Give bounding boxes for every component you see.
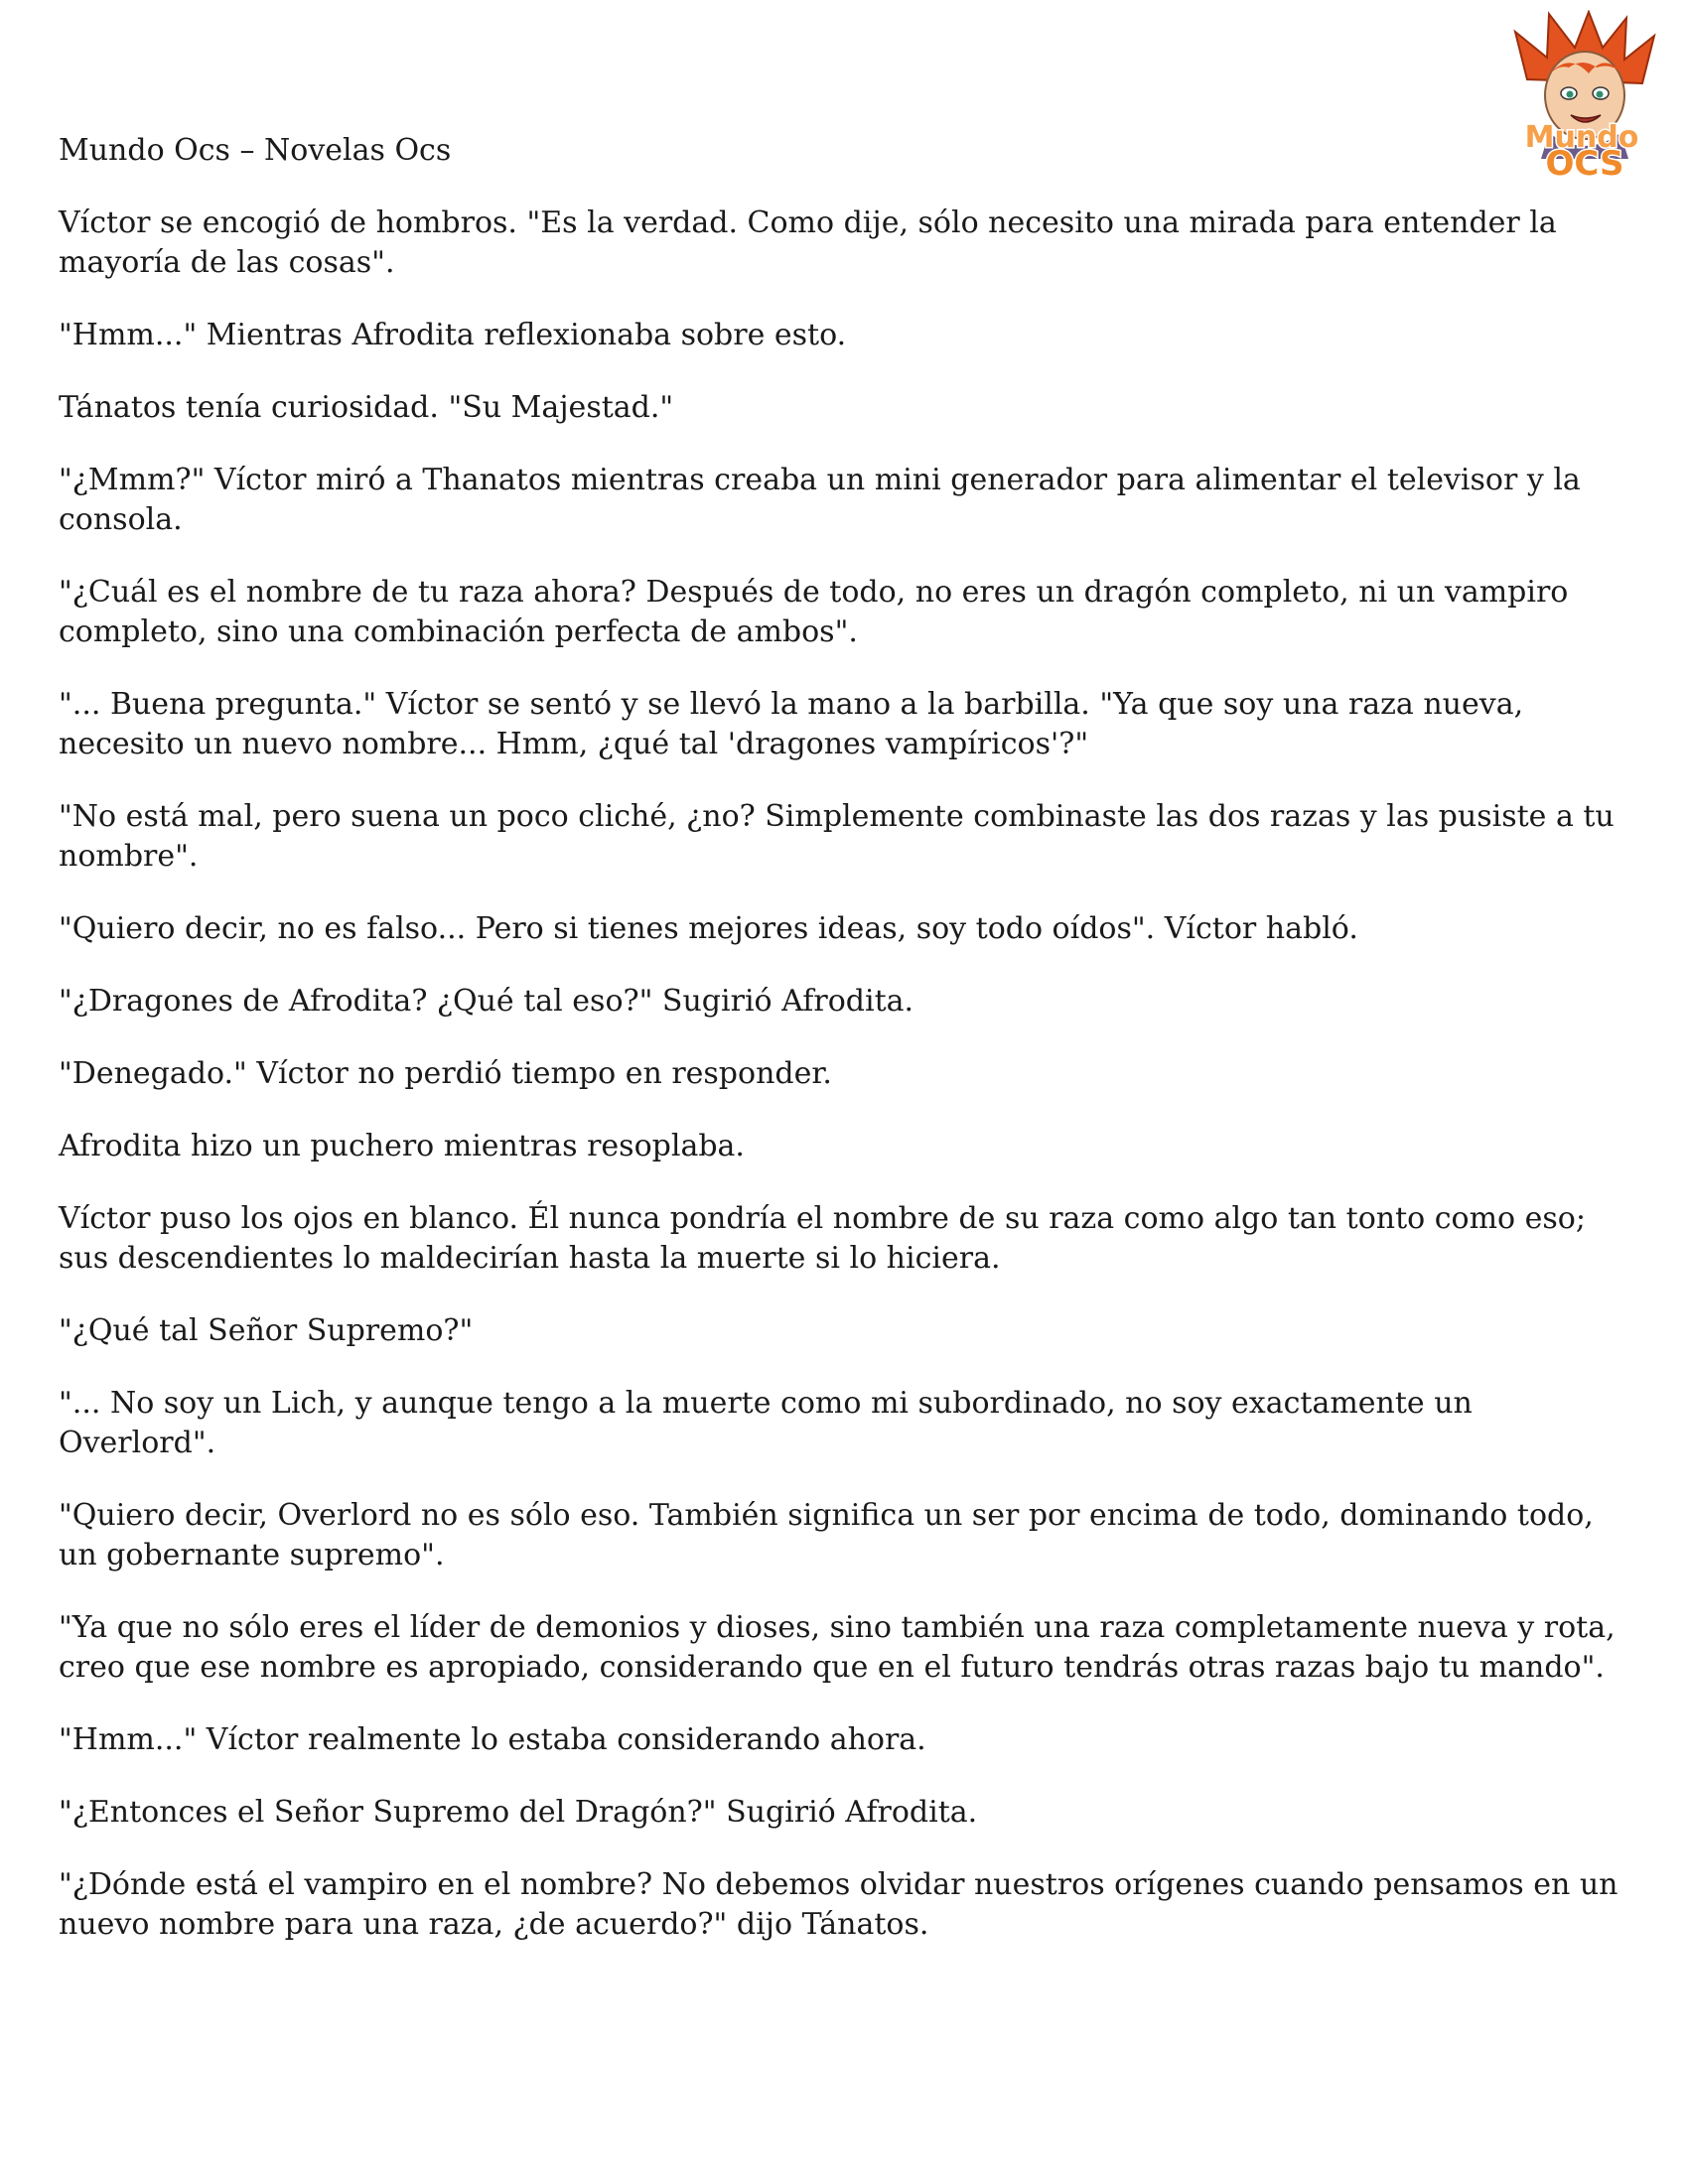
paragraph: "Quiero decir, no es falso... Pero si tienes mejores ideas, soy todo oídos". Víctor habló. (59, 911, 1358, 946)
paragraph: "¿Mmm?" Víctor miró a Thanatos mientras creaba un mini generador para alimentar el televisor y la consola. (59, 463, 1581, 537)
paragraph: Víctor se encogió de hombros. "Es la verdad. Como dije, sólo necesito una mirada para entender la mayoría de las cosas". (59, 205, 1557, 280)
logo-text-top: Mundo (1524, 120, 1639, 155)
paragraph: "Hmm..." Mientras Afrodita reflexionaba sobre esto. (59, 318, 847, 352)
paragraph: "Ya que no sólo eres el líder de demonios y dioses, sino también una raza completamente nueva y rota, creo que ese nombre es apropiado, considerando que en el futuro tendrás otras razas bajo tu mando". (59, 1610, 1616, 1685)
paragraph: "Denegado." Víctor no perdió tiempo en responder. (59, 1056, 832, 1091)
paragraph: "No está mal, pero suena un poco cliché, ¿no? Simplemente combinaste las dos razas y las pusiste a tu nombre". (59, 799, 1615, 874)
page-header-title: Mundo Ocs – Novelas Ocs (59, 133, 452, 168)
paragraph: Víctor puso los ojos en blanco. Él nunca pondría el nombre de su raza como algo tan tonto como eso; sus descendientes lo maldecirían hasta la muerte si lo hiciera. (59, 1201, 1586, 1276)
paragraph: "... No soy un Lich, y aunque tengo a la muerte como mi subordinado, no soy exactamente un Overlord". (59, 1386, 1473, 1460)
paragraph: "... Buena pregunta." Víctor se sentó y se llevó la mano a la barbilla. "Ya que soy una raza nueva, necesito un nuevo nombre... Hmm, ¿qué tal 'dragones vampíricos'?" (59, 687, 1524, 761)
paragraph: "¿Entonces el Señor Supremo del Dragón?" Sugirió Afrodita. (59, 1795, 978, 1830)
paragraph: "¿Dragones de Afrodita? ¿Qué tal eso?" Sugirió Afrodita. (59, 984, 914, 1019)
logo-text-bottom: OCS (1545, 144, 1624, 181)
paragraph: "Hmm..." Víctor realmente lo estaba considerando ahora. (59, 1722, 926, 1757)
mundo-ocs-logo (1497, 10, 1666, 181)
paragraph: Tánatos tenía curiosidad. "Su Majestad." (59, 390, 674, 425)
paragraph: "¿Cuál es el nombre de tu raza ahora? Después de todo, no eres un dragón completo, ni un vampiro completo, sino una combinación perfecta de ambos". (59, 575, 1569, 649)
paragraph: "¿Qué tal Señor Supremo?" (59, 1313, 474, 1348)
paragraph: "¿Dónde está el vampiro en el nombre? No debemos olvidar nuestros orígenes cuando pensamos en un nuevo nombre para una raza, ¿de acuerdo?" dijo Tánatos. (59, 1867, 1618, 1942)
paragraph: "Quiero decir, Overlord no es sólo eso. También significa un ser por encima de todo, dominando todo, un gobernante supremo". (59, 1498, 1594, 1572)
document-body (59, 204, 1637, 1978)
paragraph: Afrodita hizo un puchero mientras resoplaba. (59, 1129, 745, 1163)
